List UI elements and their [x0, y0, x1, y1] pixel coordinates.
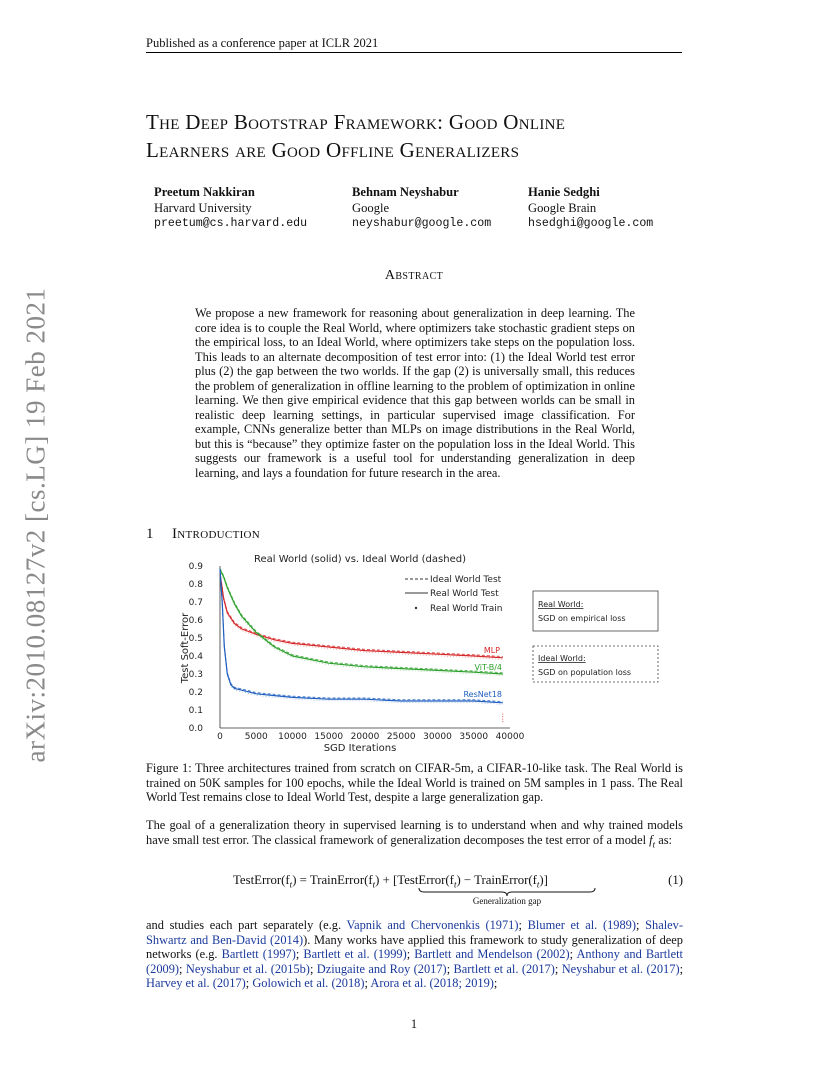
author-name: Preetum Nakkiran: [154, 185, 255, 199]
equation-number: (1): [668, 873, 683, 887]
side-boxes: [533, 591, 658, 682]
eq-part: ) − TrainError(f: [456, 873, 537, 887]
x-tick-label: 5000: [244, 732, 268, 742]
author-affiliation: Harvard University: [154, 201, 252, 215]
citation-link[interactable]: Arora et al. (2018; 2019): [370, 976, 494, 990]
x-tick-label: 35000: [459, 732, 489, 742]
y-tick-label: 0.3: [188, 670, 203, 680]
author-email[interactable]: preetum@cs.harvard.edu: [154, 217, 308, 230]
chart-legend: [405, 575, 503, 614]
y-axis-label: Test Soft-Error: [180, 612, 191, 684]
citation-link[interactable]: Dziugaite and Roy (2017): [316, 961, 447, 976]
legend-real-train-swatch: [415, 607, 417, 609]
citation-link[interactable]: Blumer et al. (1989): [527, 918, 636, 932]
section-number: 1: [146, 526, 154, 542]
arxiv-stamp[interactable]: arXiv:2010.08127v2 [cs.LG] 19 Feb 2021: [20, 287, 51, 763]
text: ;: [635, 918, 646, 932]
eq-sub: t: [453, 879, 457, 890]
x-tick-labels: [217, 732, 524, 742]
paper-title-line-1: The Deep Bootstrap Framework: Good Online: [146, 110, 566, 134]
citation-link[interactable]: Bartlett (1997): [221, 947, 296, 961]
x-tick-label: 40000: [495, 732, 525, 742]
citation-link[interactable]: Bartlett et al. (2017): [453, 961, 555, 976]
y-tick-label: 0.5: [188, 634, 203, 644]
citation-link[interactable]: Anthony and Bartlett (2009): [146, 947, 683, 976]
x-tick-label: 25000: [386, 732, 416, 742]
citation-link[interactable]: Vapnik and Chervonenkis (1971): [346, 918, 519, 932]
citation-link[interactable]: Shalev-Shwartz and Ben-David (2014): [146, 918, 683, 947]
eq-part: ) + [TestError(f: [375, 873, 454, 887]
citation-link[interactable]: Harvey et al. (2017): [146, 976, 246, 990]
eq-sub: t: [289, 879, 293, 890]
intro-paragraph: [146, 818, 683, 851]
y-tick-label: 0.6: [188, 616, 203, 626]
y-tick-label: 0.2: [188, 688, 203, 698]
paragraph-2: [146, 918, 683, 991]
chart-title: Real World (solid) vs. Ideal World (dashed): [254, 554, 466, 565]
author-affiliation: Google: [352, 201, 390, 215]
header-rule: [146, 52, 682, 53]
figure-caption: Figure 1: Three architectures trained from scratch on CIFAR-5m, a CIFAR-10-like task. The Real World is trained on 50K samples for 100 epochs, while the Ideal World is trained on 5M samples in 1 pass. The Real World Test remains close to Ideal World Test, despite a large generalization gap.: [146, 761, 683, 804]
series-label: ResNet18: [463, 689, 502, 699]
eq-sub: t: [372, 879, 376, 890]
x-tick-label: 10000: [278, 732, 307, 742]
citation-link[interactable]: Neyshabur et al. (2017): [561, 961, 680, 976]
author-block: [352, 184, 491, 232]
paper-title: [146, 108, 706, 164]
math-subscript: t: [652, 838, 656, 849]
underbrace-label: Generalization gap: [472, 896, 542, 906]
citation-link[interactable]: Golowich et al. (2018): [252, 976, 365, 990]
author-email[interactable]: neyshabur@google.com: [352, 217, 492, 230]
figure-1: [160, 548, 680, 758]
ideal-world-box-title: Ideal World:: [538, 654, 586, 663]
legend-ideal-label: Ideal World Test: [430, 575, 502, 585]
text: ;: [554, 961, 562, 976]
author-block: [154, 184, 307, 232]
eq-part: ) = TrainError(f: [292, 873, 373, 887]
text: ;: [679, 961, 684, 976]
text: ;: [364, 976, 371, 990]
legend-real-test-label: Real World Test: [430, 589, 499, 599]
eq-part: )]: [539, 873, 548, 887]
chart-svg: [160, 548, 680, 758]
abstract-heading: Abstract: [384, 268, 444, 283]
series-line-real-train: [220, 575, 503, 660]
eq-sub: t: [536, 879, 540, 890]
section-heading: [146, 526, 260, 543]
text: ;: [569, 947, 577, 961]
text: ;: [245, 976, 253, 990]
series-label: ViT-B/4: [474, 663, 502, 672]
x-tick-label: 0: [217, 732, 223, 742]
real-world-box: [533, 591, 658, 631]
author-name: Behnam Neyshabur: [352, 185, 459, 199]
section-title: Introduction: [172, 526, 261, 542]
x-tick-label: 15000: [314, 732, 344, 742]
series-line-real-test: [220, 573, 503, 658]
running-header: Published as a conference paper at ICLR 2021: [146, 36, 379, 50]
text: ;: [446, 961, 454, 976]
legend-real-train-label: Real World Train: [430, 604, 503, 614]
author-email[interactable]: hsedghi@google.com: [528, 217, 654, 230]
x-tick-label: 20000: [350, 732, 380, 742]
y-tick-label: 0.8: [188, 580, 203, 590]
text: ;: [309, 961, 317, 976]
intro-text-a: The goal of a generalization theory in supervised learning is to understand when and why trained models have small test error. The classical framework of generalization decomposes the test error of a model: [146, 818, 683, 847]
y-tick-label: 0.1: [188, 706, 203, 716]
x-tick-label: 30000: [423, 732, 452, 742]
y-tick-label: 0.9: [188, 562, 203, 572]
citation-link[interactable]: Bartlett and Mendelson (2002): [414, 947, 570, 961]
eq-part: TestError(f: [233, 873, 290, 887]
text: ;: [179, 961, 186, 976]
intro-text-b: as:: [655, 832, 672, 847]
abstract-text: We propose a new framework for reasoning about generalization in deep learning. The core idea is to couple the Real World, where optimizers take stochastic gradient steps on the empirical loss, to an Ideal World, where optimizers take steps on the population loss. This leads to an alternate decomposition of test error into: (1) the Ideal World test error plus (2) the gap between the two worlds. If the gap (2) is universally small, this reduces the problem of generalization in offline learning to the problem of optimization in online learning. We then give empirical evidence that this gap between worlds can be small in realistic deep learning settings, in particular supervised image classification. For example, CNNs generalize better than MLPs on image distributions in the Real World, but this is “because” they optimize faster on the population loss in the Ideal World. This suggests our framework is a useful tool for understanding generalization in deep learning, and lays a foundation for future research in the area.: [195, 306, 635, 480]
ideal-world-box-text: SGD on population loss: [538, 668, 632, 677]
equation-1: [146, 871, 683, 911]
text: ;: [406, 947, 415, 961]
y-tick-label: 0.0: [188, 724, 203, 734]
text: ). Many works have applied this framework to study generalization of deep networks (e.g.: [146, 932, 683, 961]
real-world-box-title: Real World:: [538, 600, 584, 609]
author-affiliation: Google Brain: [528, 201, 597, 215]
series-line-real-test: [220, 570, 503, 674]
citation-link[interactable]: Bartlett et al. (1999): [303, 947, 407, 961]
series-line-real-train: [220, 571, 503, 675]
text: ;: [493, 976, 498, 990]
page-number: 1: [410, 1017, 418, 1031]
text: ;: [295, 947, 304, 961]
author-name: Hanie Sedghi: [528, 185, 600, 199]
y-tick-label: 0.7: [188, 598, 203, 608]
author-block: [528, 184, 653, 232]
y-tick-label: 0.4: [188, 652, 203, 662]
paper-title-line-2: Learners are Good Offline Generalizers: [146, 138, 520, 162]
text: ;: [518, 918, 528, 932]
math-symbol: f: [649, 832, 653, 847]
series-label: MLP: [483, 645, 500, 655]
citation-link[interactable]: Neyshabur et al. (2015b): [185, 961, 310, 976]
real-world-box-text: SGD on empirical loss: [538, 614, 626, 623]
text: and studies each part separately (e.g.: [146, 918, 347, 932]
x-axis-label: SGD Iterations: [323, 743, 397, 754]
